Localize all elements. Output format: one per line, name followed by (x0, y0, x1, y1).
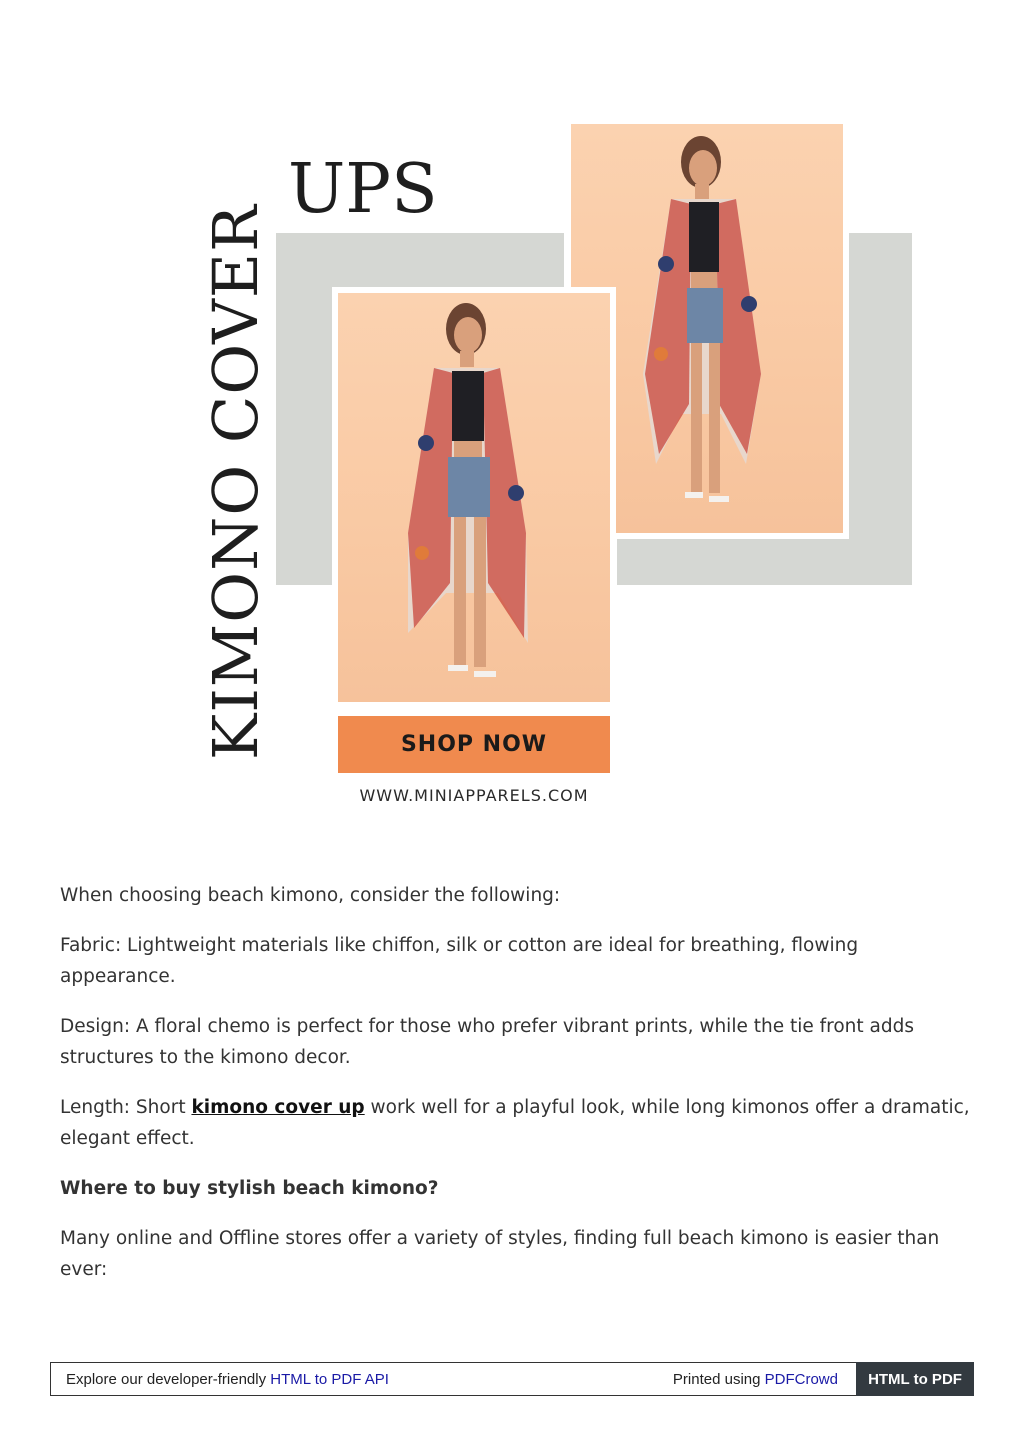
footer-left-text: Explore our developer-friendly (66, 1371, 271, 1388)
pdfcrowd-footer (50, 1362, 974, 1396)
footer-left (66, 1371, 389, 1388)
design-paragraph: Design: A floral chemo is perfect for those who prefer vibrant prints, while the tie front adds structures to the kimono decor. (60, 1016, 914, 1068)
section-heading: Where to buy stylish beach kimono? (60, 1178, 439, 1199)
article-body (60, 880, 970, 1304)
html-to-pdf-button[interactable]: HTML to PDF (856, 1362, 974, 1396)
length-paragraph (60, 1092, 970, 1154)
html-to-pdf-api-link[interactable]: HTML to PDF API (270, 1371, 389, 1388)
banner-title-ups: UPS (288, 150, 438, 229)
closing-paragraph: Many online and Offline stores offer a variety of styles, finding full beach kimono is easier than ever: (60, 1228, 940, 1280)
fabric-paragraph: Fabric: Lightweight materials like chiffon, silk or cotton are ideal for breathing, flowing appearance. (60, 935, 859, 987)
length-text-after: work well for a playful look, while long kimonos offer a dramatic, elegant effect. (60, 1097, 970, 1149)
footer-mid (673, 1371, 838, 1388)
pdfcrowd-link[interactable]: PDFCrowd (764, 1371, 838, 1388)
intro-paragraph: When choosing beach kimono, consider the following: (60, 885, 561, 906)
length-text-before: Length: Short (60, 1097, 192, 1118)
kimono-cover-up-link[interactable]: kimono cover up (191, 1097, 365, 1118)
product-photo-front[interactable] (332, 287, 616, 708)
footer-mid-text: Printed using (672, 1371, 765, 1388)
website-url: WWW.MINIAPPARELS.COM (359, 786, 589, 805)
banner-title-vertical: KIMONO COVER (199, 204, 272, 760)
model-figure-illustration (338, 293, 610, 702)
shop-now-button[interactable]: SHOP NOW (338, 716, 610, 773)
